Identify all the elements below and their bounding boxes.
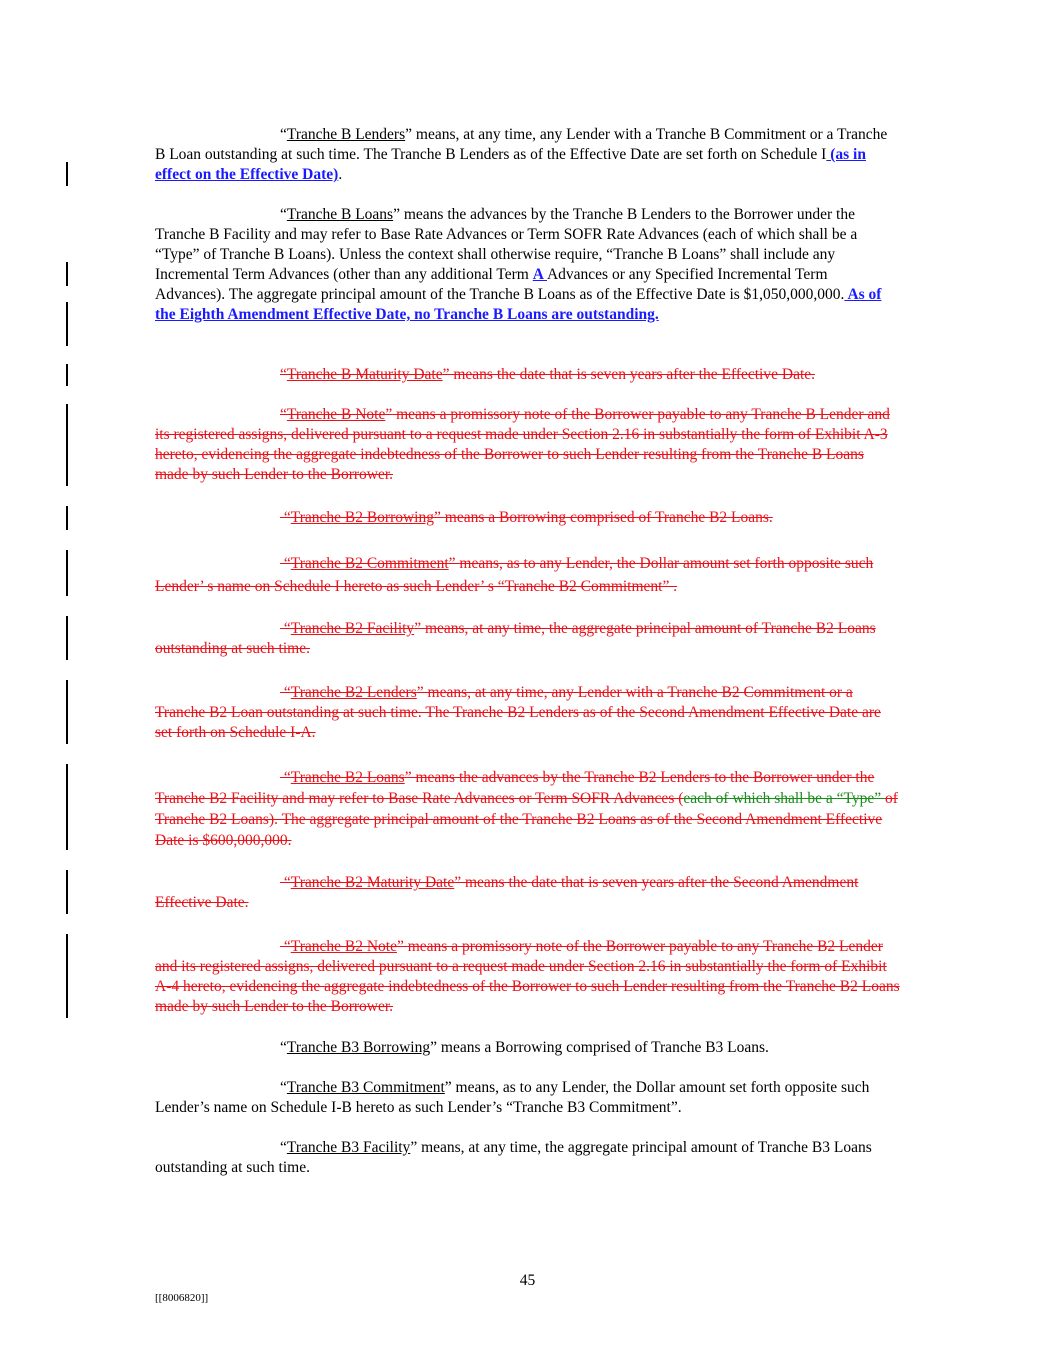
defined-term: Tranche B Maturity Date xyxy=(286,366,443,383)
inserted-text: A xyxy=(532,266,547,283)
definition-tranche-b3-commitment: “Tranche B3 Commitment” means, as to any Lender, the Dollar amount set forth opposite such Lender’s name on Schedule I-B hereto as such Lender’s “Tranche B3 Commitment”. xyxy=(155,1079,870,1116)
deleted-definition-tranche-b2-borrowing: “Tranche B2 Borrowing” means a Borrowing comprised of Tranche B2 Loans. xyxy=(280,509,773,526)
change-bar xyxy=(66,364,68,386)
defined-term: Tranche B Lenders xyxy=(286,126,406,143)
defined-term: Tranche B Note xyxy=(286,406,386,423)
defined-term: Tranche B2 Note xyxy=(290,938,397,955)
defined-term: Tranche B2 Loans xyxy=(290,769,405,786)
page-number: 45 xyxy=(519,1272,536,1289)
change-bar xyxy=(66,404,68,486)
defined-term: Tranche B3 Commitment xyxy=(286,1079,445,1096)
definition-tranche-b-lenders: “Tranche B Lenders” means, at any time, any Lender with a Tranche B Commitment or a Tranche B Loan outstanding at such time. The Tranche B Lenders as of the Effective Date are set forth on Schedule I (as in effect on the Effective Date). xyxy=(155,126,888,183)
deleted-definition-tranche-b2-note: “Tranche B2 Note” means a promissory note of the Borrower payable to any Tranche B2 Lender and its registered assigns, delivered pursuant to a request made under Section 2.16 in substantially the form of Exhibit A-4 hereto, evidencing the aggregate indebtedness of the Borrower to such Lender resulting from the Tranche B2 Loans made by such Lender to the Borrower. xyxy=(155,938,900,1015)
change-bar xyxy=(66,262,68,286)
deleted-definition-tranche-b2-maturity-date: “Tranche B2 Maturity Date” means the date that is seven years after the Second Amendment Effective Date. xyxy=(155,874,859,911)
defined-term: Tranche B2 Commitment xyxy=(290,555,449,572)
change-bar xyxy=(66,934,68,1018)
definition-tranche-b-loans: “Tranche B Loans” means the advances by the Tranche B Lenders to the Borrower under the Tranche B Facility and may refer to Base Rate Advances or Term SOFR Rate Advances (each of which shall be a “Type” of Tranche B Loans). Unless the context shall otherwise require, “Tranche B Loans” shall include any Incremental Term Advances (other than any additional Term A Advances or any Specified Incremental Term Advances). The aggregate principal amount of the Tranche B Loans as of the Effective Date is $1,050,000,000. As of the Eighth Amendment Effective Date, no Tranche B Loans are outstanding. xyxy=(155,206,882,323)
deleted-definition-tranche-b2-loans: “Tranche B2 Loans” means the advances by the Tranche B2 Lenders to the Borrower under the Tranche B2 Facility and may refer to Base Rate Advances or Term SOFR Advances (each of which shall be a “Type” of Tranche B2 Loans). The aggregate principal amount of the Tranche B2 Loans as of the Second Amendment Effective Date is $600,000,000. xyxy=(155,769,898,849)
change-bar xyxy=(66,550,68,596)
defined-term: Tranche B2 Facility xyxy=(290,620,415,637)
document-id: [[8006820]] xyxy=(155,1292,209,1304)
inserted-text: As of the Eighth Amendment Effective Date, no Tranche B Loans are outstanding. xyxy=(155,286,882,323)
defined-term: Tranche B3 Facility xyxy=(286,1139,411,1156)
defined-term: Tranche B2 Maturity Date xyxy=(290,874,455,891)
deleted-definition-tranche-b2-commitment: “Tranche B2 Commitment” means, as to any Lender, the Dollar amount set forth opposite such Lender’ s name on Schedule I hereto as such Lender’ s “Tranche B2 Commitment” . xyxy=(155,555,874,595)
defined-term: Tranche B3 Borrowing xyxy=(286,1039,431,1056)
definition-tranche-b3-borrowing: “Tranche B3 Borrowing” means a Borrowing comprised of Tranche B3 Loans. xyxy=(280,1039,769,1056)
moved-text: each of which shall be a “Type” xyxy=(683,790,886,807)
defined-term: Tranche B2 Borrowing xyxy=(290,509,434,526)
change-bar xyxy=(66,506,68,530)
deleted-definition-tranche-b-maturity-date: “Tranche B Maturity Date” means the date that is seven years after the Effective Date. xyxy=(280,366,816,383)
deleted-definition-tranche-b-note: “Tranche B Note” means a promissory note of the Borrower payable to any Tranche B Lender and its registered assigns, delivered pursuant to a request made under Section 2.16 in substantially the form of Exhibit A-3 hereto, evidencing the aggregate indebtedness of the Borrower to such Lender resulting from the Tranche B Loans made by such Lender to the Borrower. xyxy=(155,406,890,483)
deleted-definition-tranche-b2-facility: “Tranche B2 Facility” means, at any time, the aggregate principal amount of Tranche B2 Loans outstanding at such time. xyxy=(155,620,876,657)
deleted-definition-tranche-b2-lenders: “Tranche B2 Lenders” means, at any time, any Lender with a Tranche B2 Commitment or a Tranche B2 Loan outstanding at such time. The Tranche B2 Lenders as of the Second Amendment Effective Date are set forth on Schedule I-A. xyxy=(155,684,881,741)
defined-term: Tranche B Loans xyxy=(286,206,394,223)
change-bar xyxy=(66,302,68,346)
definition-tranche-b3-facility: “Tranche B3 Facility” means, at any time, the aggregate principal amount of Tranche B3 Loans outstanding at such time. xyxy=(155,1139,872,1176)
inserted-text: (as in effect on the Effective Date) xyxy=(155,146,866,183)
change-bar xyxy=(66,680,68,744)
change-bar xyxy=(66,616,68,660)
change-bar xyxy=(66,870,68,914)
change-bar xyxy=(66,764,68,850)
defined-term: Tranche B2 Lenders xyxy=(290,684,417,701)
change-bar xyxy=(66,162,68,186)
